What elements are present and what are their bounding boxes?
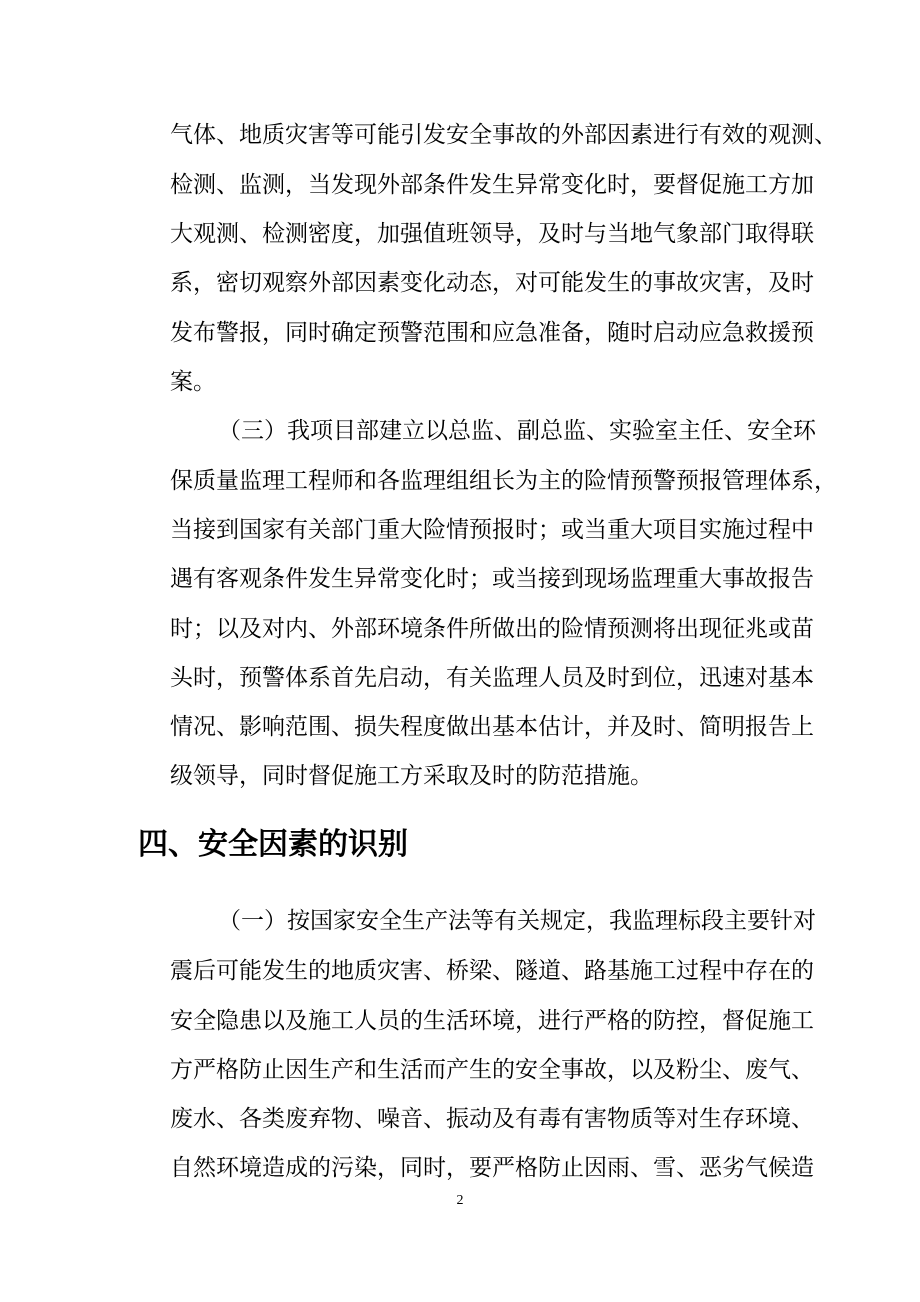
paragraph-2-line-8: 级领导，同时督促施工方采取及时的防范措施。 [170,763,653,789]
section-heading: 四、安全因素的识别 [138,827,408,862]
paragraph-3-line-5: 废水、各类废弃物、噪音、振动及有毒有害物质等对生存环境、 [170,1106,814,1132]
paragraph-2-line-1: （三）我项目部建立以总监、副总监、实验室主任、安全环 [218,418,816,444]
paragraph-3-line-6: 自然环境造成的污染，同时，要严格防止因雨、雪、恶劣气候造 [170,1155,814,1181]
paragraph-3-line-4: 方严格防止因生产和生活而产生的安全事故，以及粉尘、废气、 [170,1057,814,1083]
paragraph-1-line-2: 检测、监测，当发现外部条件发生异常变化时，要督促施工方加 [170,172,814,198]
paragraph-1-line-3: 大观测、检测密度，加强值班领导，及时与当地气象部门取得联 [170,221,814,247]
paragraph-2-line-3: 当接到国家有关部门重大险情预报时；或当重大项目实施过程中 [170,517,814,543]
paragraph-3-line-2: 震后可能发生的地质灾害、桥梁、隧道、路基施工过程中存在的 [170,958,814,984]
paragraph-1-line-5: 发布警报，同时确定预警范围和应急准备，随时启动应急救援预 [170,320,814,346]
paragraph-2-line-2: 保质量监理工程师和各监理组组长为主的险情预警预报管理体系， [170,468,837,494]
paragraph-3-line-1: （一）按国家安全生产法等有关规定，我监理标段主要针对 [218,908,816,934]
paragraph-2-line-7: 情况、影响范围、损失程度做出基本估计，并及时、简明报告上 [170,714,814,740]
paragraph-1-line-1: 气体、地质灾害等可能引发安全事故的外部因素进行有效的观测、 [170,122,837,148]
paragraph-2-line-5: 时；以及对内、外部环境条件所做出的险情预测将出现征兆或苗 [170,616,814,642]
paragraph-2-line-6: 头时，预警体系首先启动，有关监理人员及时到位，迅速对基本 [170,665,814,691]
paragraph-3-line-3: 安全隐患以及施工人员的生活环境，进行严格的防控，督促施工 [170,1008,814,1034]
paragraph-1-line-6: 案。 [170,369,216,395]
page-number: 2 [456,1193,464,1208]
paragraph-1-line-4: 系，密切观察外部因素变化动态，对可能发生的事故灾害，及时 [170,270,814,296]
paragraph-2-line-4: 遇有客观条件发生异常变化时；或当接到现场监理重大事故报告 [170,566,814,592]
